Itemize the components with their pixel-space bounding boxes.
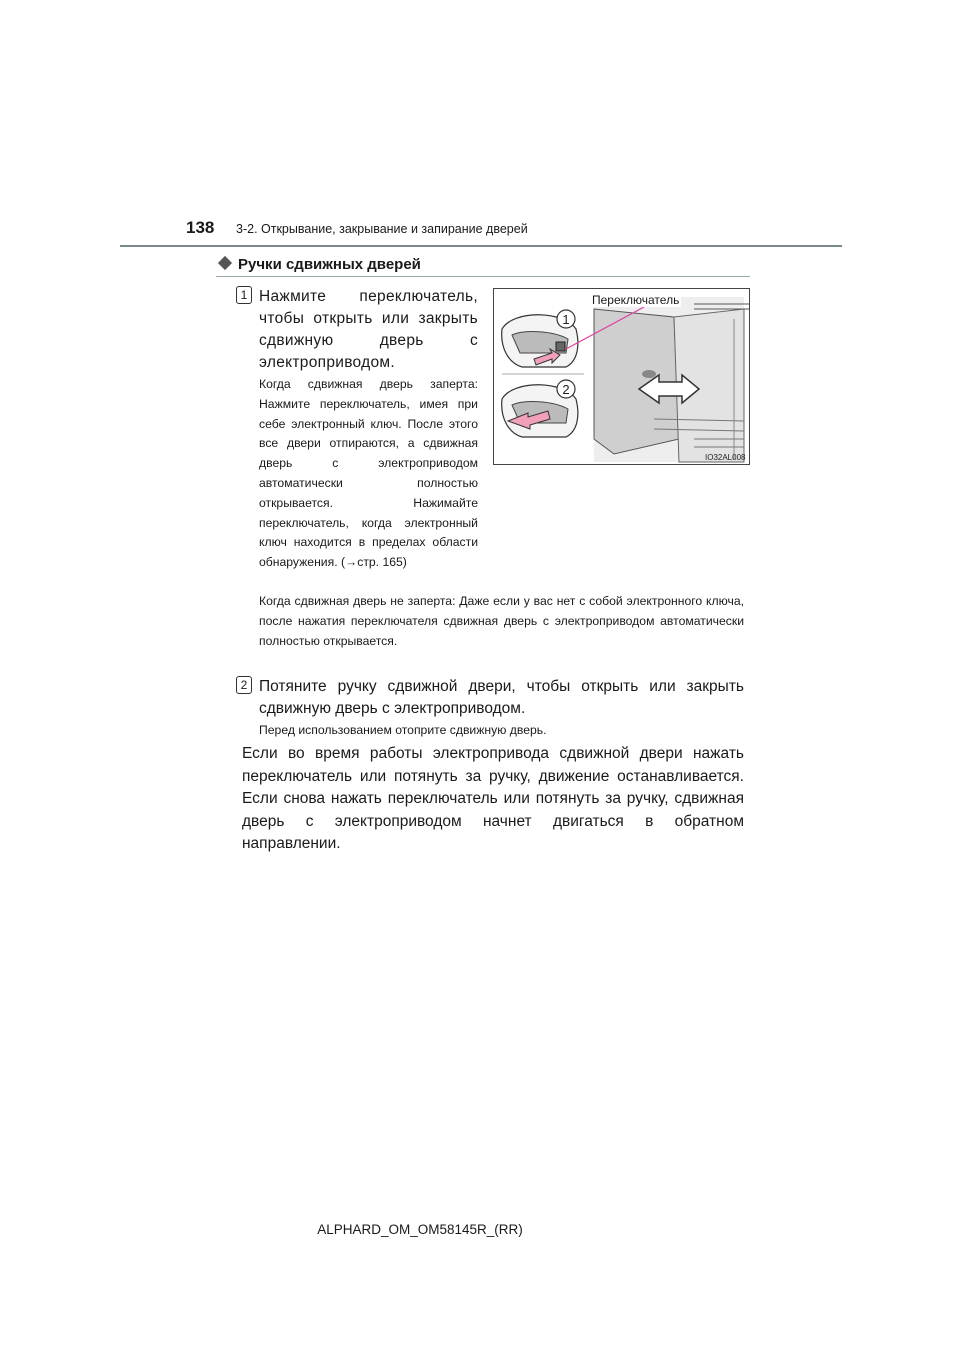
step-1-note-unlocked: Когда сдвижная дверь не заперта: Даже если у вас нет с собой электронного ключа, после нажатия переключателя сдвижная дверь с электроприводом автоматически полностью открывается. <box>259 594 744 648</box>
step-1-badge: 1 <box>236 286 252 304</box>
step-1-note-locked: Когда сдвижная дверь заперта: Нажмите переключатель, имея при себе электронный ключ. После этого все двери отпираются, а сдвижная дверь с электроприводом автоматически полностью открывается. Нажимайте переключатель, когда электронный ключ находится в пределах области обнаружения. (→стр. 165) <box>259 377 478 570</box>
step-1-text: Нажмите переключатель, чтобы открыть или закрыть сдвижную дверь с электроприводом. <box>259 288 478 371</box>
figure-marker-1: 1 <box>562 312 570 327</box>
subheading <box>216 256 750 273</box>
page-number: 138 <box>186 218 215 237</box>
door-handle-illustration <box>494 289 750 465</box>
subheading-divider <box>216 276 750 277</box>
step-2-badge: 2 <box>236 676 252 694</box>
switch-callout-label: Переключатель <box>592 293 680 307</box>
diamond-bullet-icon <box>218 256 232 270</box>
section-title: 3-2. Открывание, закрывание и запирание дверей <box>236 222 528 236</box>
figure-marker-2: 2 <box>562 382 570 397</box>
body-paragraph: Если во время работы электропривода сдвижной двери нажать переключатель или потянуть за ручку, движение останавливается. Если снова нажать переключатель или потянуть за ручку, сдвижная дверь с электроприводом начнет двигаться в обратном направлении. <box>242 745 744 853</box>
subheading-text: Ручки сдвижных дверей <box>238 256 421 273</box>
step-2-text: Потяните ручку сдвижной двери, чтобы открыть или закрыть сдвижную дверь с электроприводом. <box>259 678 744 717</box>
figure-code: IO32AL008 <box>705 453 746 462</box>
door-handle-figure <box>493 288 750 465</box>
header-divider <box>120 245 842 247</box>
step-2-note: Перед использованием отоприте сдвижную дверь. <box>259 723 547 737</box>
footer-code: ALPHARD_OM_OM58145R_(RR) <box>317 1222 523 1237</box>
